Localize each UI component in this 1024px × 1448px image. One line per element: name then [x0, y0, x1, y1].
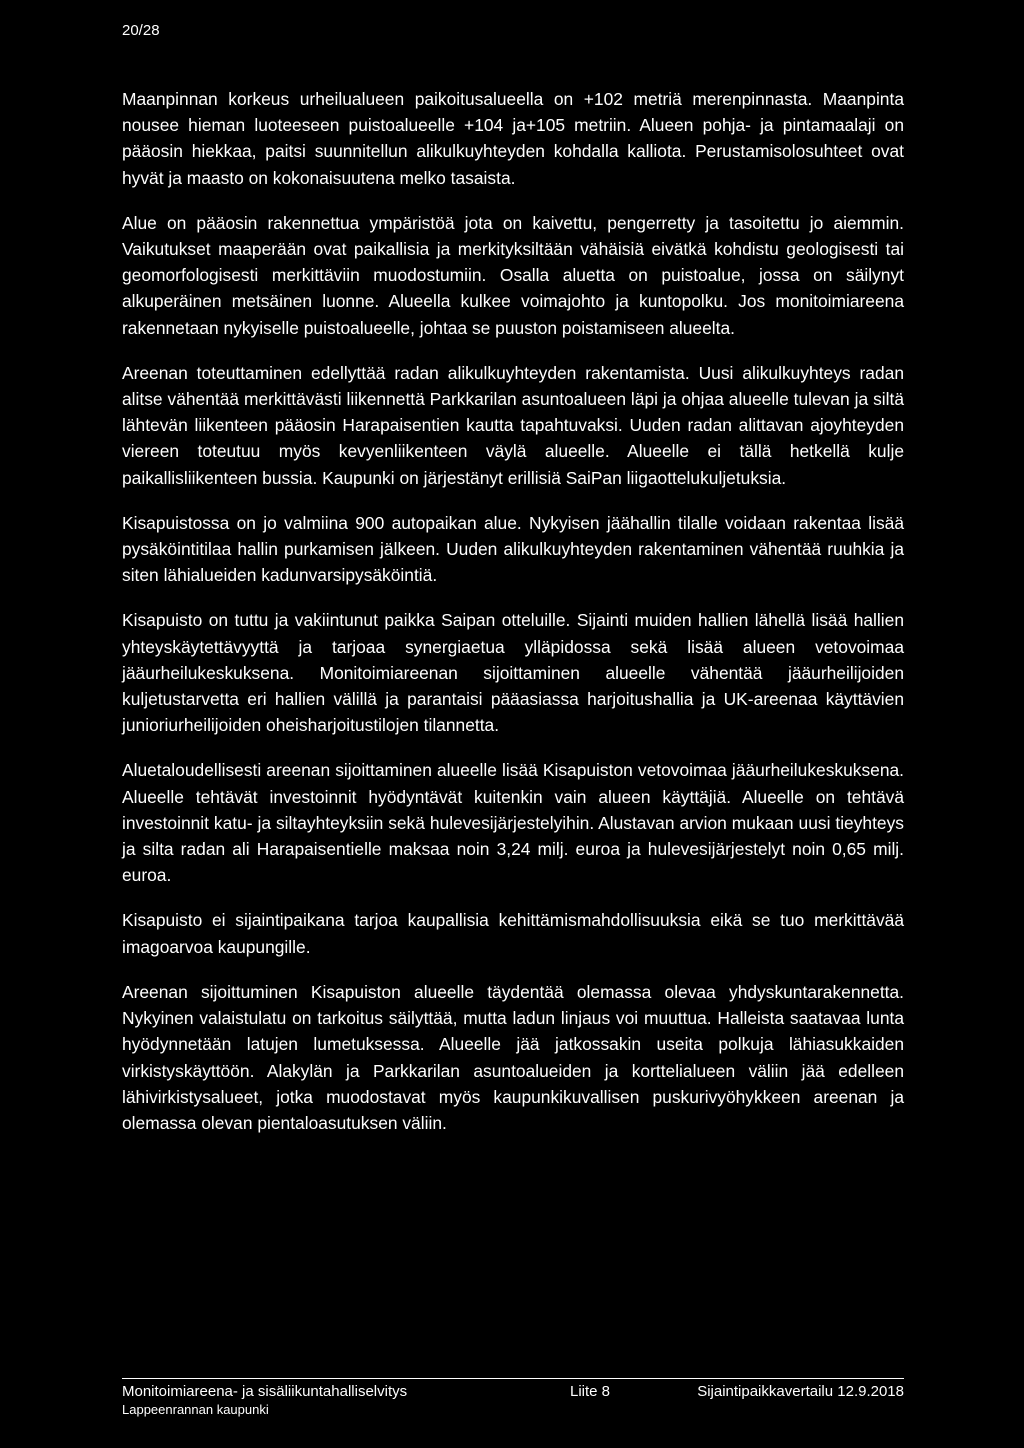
paragraph: Areenan sijoittuminen Kisapuiston alueelle täydentää olemassa olevaa yhdyskuntarakennetta. Nykyinen valaistulatu on tarkoitus säilyttää, mutta ladun linjaus voi muuttua. Halleista saatavaa lunta hyödynnetään latujen lumetuksessa. Alueelle jää jatkossakin useita polkuja lähiasukkaiden virkistyskäyttöön. Alakylän ja Parkkarilan asuntoalueiden ja korttelialueen väliin jää edelleen lähivirkistysalueet, jotka muodostavat myös kaupunkikuvallisen puskurivyöhykkeen areenan ja olemassa olevan pientaloasutuksen väliin.: [122, 981, 904, 1133]
document-body: [122, 86, 904, 1155]
paragraph: Alue on pääosin rakennettua ympäristöä jota on kaivettu, pengerretty ja tasoitettu jo aiemmin. Vaikutukset maaperään ovat paikallisia ja merkityksiltään vähäisiä eivätkä kohdistu geologisesti tai geomorfologisesti merkittäviin muodostumiin. Osalla aluetta on puistoalue, jossa on säilynyt alkuperäinen metsäinen luonne. Alueella kulkee voimajohto ja kuntopolku. Jos monitoimiareena rakennetaan nykyiselle puistoalueelle, johtaa se puuston poistamiseen alueelta.: [122, 212, 904, 338]
footer-organization: Lappeenrannan kaupunki: [122, 1402, 269, 1417]
footer-row: [122, 1383, 904, 1401]
paragraph: Kisapuisto ei sijaintipaikana tarjoa kaupallisia kehittämismahdollisuuksia eikä se tuo merkittävää imagoarvoa kaupungille.: [122, 910, 904, 957]
footer-attachment: Liite 8: [570, 1383, 611, 1400]
page-footer: [122, 1378, 904, 1419]
paragraph: Maanpinnan korkeus urheilualueen paikoitusalueella on +102 metriä merenpinnasta. Maanpinta nousee hieman luoteeseen puistoalueelle +104 ja+105 metriin. Alueen pohja- ja pintamaalaji on pääosin hiekkaa, paitsi suunnitellun alikulkuyhteyden kohdalla kalliota. Perustamisolosuhteet ovat hyvät ja maasto on kokonaisuutena melko tasaista.: [122, 89, 904, 188]
paragraph: Aluetaloudellisesti areenan sijoittaminen alueelle lisää Kisapuiston vetovoimaa jääurheilukeskuksena. Alueelle tehtävät investoinnit hyödyntävät kuitenkin vain alueen käyttäjiä. Alueelle on tehtävä investoinnit katu- ja siltayhteyksiin sekä hulevesijärjestelyihin. Alustavan arvion mukaan uusi tieyhteys ja silta radan ali Harapaisentielle maksaa noin 3,24 milj. euroa ja hulevesijärjestelyt noin 0,65 milj. euroa.: [122, 760, 904, 886]
footer-document-name: Sijaintipaikkavertailu 12.9.2018: [697, 1383, 904, 1400]
page-number: 20/28: [122, 22, 160, 39]
paragraph: Kisapuisto on tuttu ja vakiintunut paikka Saipan otteluille. Sijainti muiden hallien lähellä lisää hallien yhteyskäytettävyyttä ja tarjoaa synergiaetua ylläpidossa sekä lisää alueen vetovoimaa jääurheilukeskuksena. Monitoimiareenan sijoittaminen alueelle vähentää jääurheilijoiden kuljetustarvetta eri hallien välillä ja parantaisi pääasiassa harjoitushallia ja UK-areenaa käyttävien junioriurheilijoiden oheisharjoitustilojen tilannetta.: [122, 610, 904, 736]
paragraph: Kisapuistossa on jo valmiina 900 autopaikan alue. Nykyisen jäähallin tilalle voidaan rakentaa lisää pysäköintitilaa hallin purkamisen jälkeen. Uuden alikulkuyhteyden rakentaminen vähentää ruuhkia ja siten lähialueiden kadunvarsipysäköintiä.: [122, 512, 904, 586]
paragraph: Areenan toteuttaminen edellyttää radan alikulkuyhteyden rakentamista. Uusi alikulkuyhteys radan alitse vähentää merkittävästi liikennettä Parkkarilan asuntoalueen läpi ja ohjaa alueelle tulevan ja siltä lähtevän liikenteen pääosin Harapaisentien kautta tapahtuvaksi. Uuden radan alittavan ajoyhteyden viereen toteutuu myös kevyenliikenteen väylä alueelle. Alueelle ei tällä hetkellä kulje paikallisliikenteen bussia. Kaupunki on järjestänyt erillisiä SaiPan liigaottelukuljetuksia.: [122, 362, 904, 488]
footer-title: Monitoimiareena- ja sisäliikuntahalliselvitys: [122, 1383, 408, 1400]
